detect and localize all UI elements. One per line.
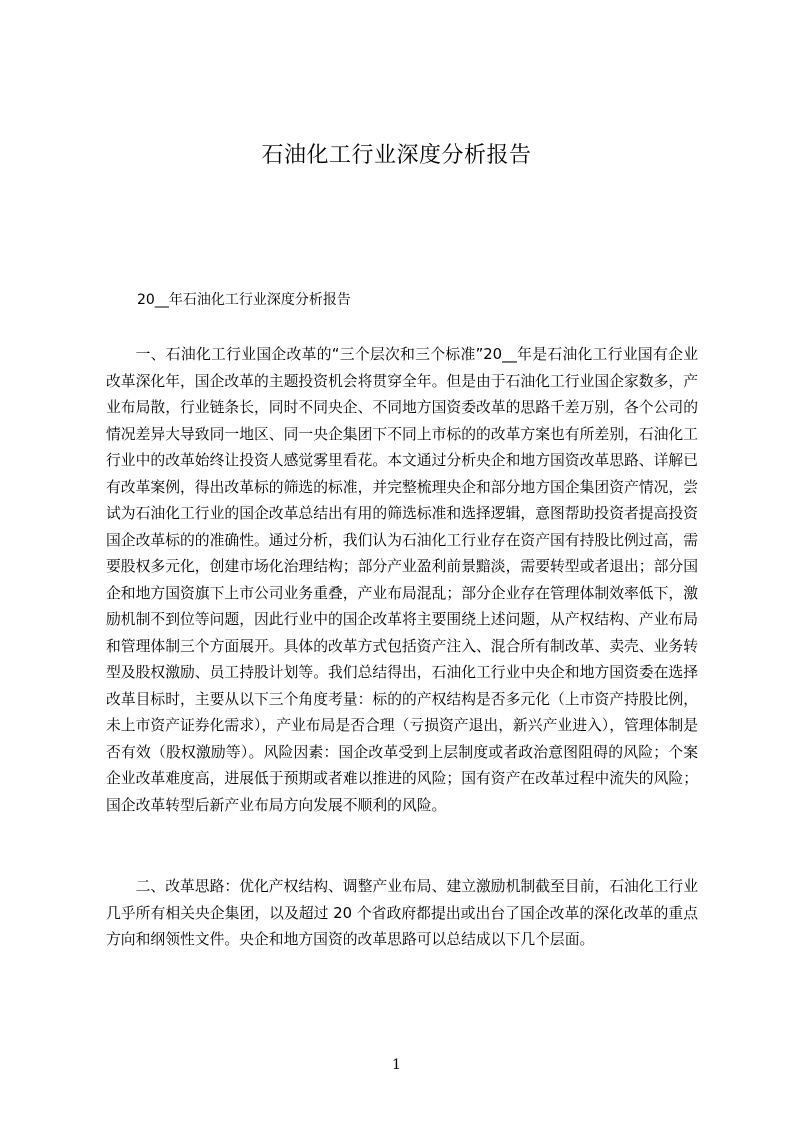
body-paragraph-2: 二、改革思路：优化产权结构、调整产业布局、建立激励机制截至目前，石油化工行业几乎所有相关央企集团，以及超过 20 个省政府都提出或出台了国企改革的深化改革的重点方向和纲领性文件。央企和地方国资的改革思路可以总结成以下几个层面。 <box>106 878 698 948</box>
page-number: 1 <box>392 1057 401 1073</box>
document-title: 石油化工行业深度分析报告 <box>261 143 532 168</box>
document-subtitle: 20__年石油化工行业深度分析报告 <box>137 292 351 308</box>
body-paragraph-1: 一、石油化工行业国企改革的“三个层次和三个标准”20__年是石油化工行业国有企业改革深化年，国企改革的主题投资机会将贯穿全年。但是由于石油化工行业国企家数多，产业布局散，行业链条长，同时不同央企、不同地方国资委改革的思路千差万别，各个公司的情况差异大导致同一地区、同一央企集团下不同上市标的的改革方案也有所差别，石油化工行业中的改革始终让投资人感觉雾里看花。本文通过分析央企和地方国资改革思路、详解已有改革案例，得出改革标的筛选的标准，并完整梳理央企和部分地方国企集团资产情况，尝试为石油化工行业的国企改革总结出有用的筛选标准和选择逻辑，意图帮助投资者提高投资国企改革标的的准确性。通过分析，我们认为石油化工行业存在资产国有持股比例过高，需要股权多元化，创建市场化治理结构；部分产业盈利前景黯淡，需要转型或者退出；部分国企和地方国资旗下上市公司业务重叠，产业布局混乱；部分企业存在管理体制效率低下，激励机制不到位等问题，因此行业中的国企改革将主要围绕上述问题，从产权结构、产业布局和管理体制三个方面展开。具体的改革方式包括资产注入、混合所有制改革、卖壳、业务转型及股权激励、员工持股计划等。我们总结得出，石油化工行业中央企和地方国资委在选择改革目标时，主要从以下三个角度考量：标的的产权结构是否多元化（上市资产持股比例，未上市资产证券化需求），产业布局是否合理（亏损资产退出，新兴产业进入），管理体制是否有效（股权激励等）。风险因素：国企改革受到上层制度或者政治意图阻碍的风险；个案企业改革难度高，进展低于预期或者难以推进的风险；国有资产在改革过程中流失的风险；国企改革转型后新产业布局方向发展不顺利的风险。 <box>106 346 698 814</box>
